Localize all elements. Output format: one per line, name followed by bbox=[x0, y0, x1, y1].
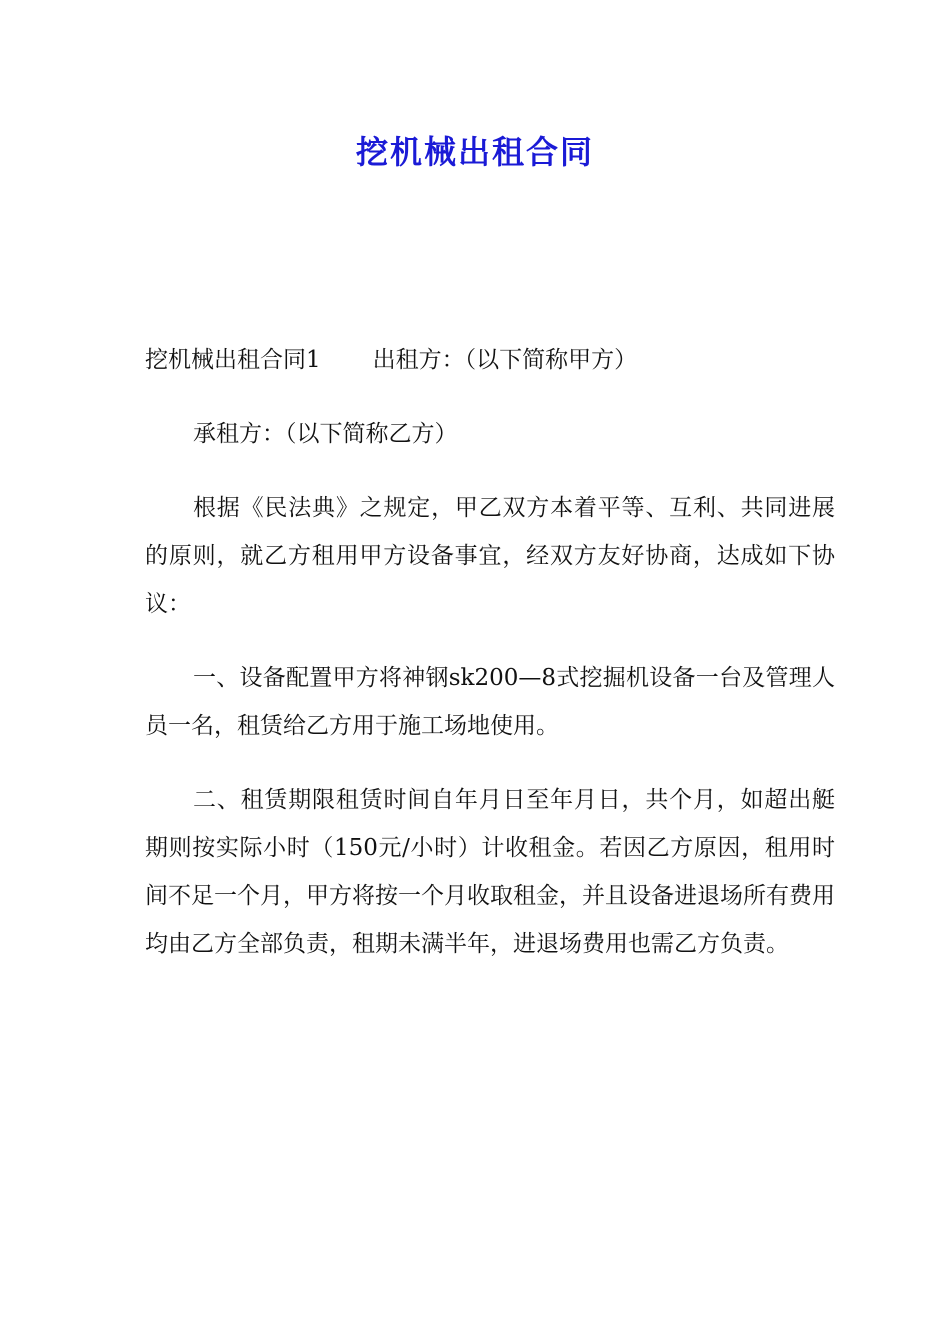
clause-equipment-paragraph: 一、设备配置甲方将神钢sk200—8式挖掘机设备一台及管理人员一名，租赁给乙方用于施工场地使用。 bbox=[145, 665, 835, 739]
clause-term-paragraph: 二、租赁期限租赁时间自年月日至年月日，共个月，如超出艇期则按实际小时（150元/小时）计收租金。若因乙方原因，租用时间不足一个月，甲方将按一个月收取租金，并且设备进退场所有费用均由乙方全部负责，租期未满半年，进退场费用也需乙方负责。 bbox=[145, 787, 835, 957]
document-title: 挖机械出租合同 bbox=[355, 133, 594, 171]
document-body bbox=[145, 336, 835, 994]
preamble-paragraph: 根据《民法典》之规定，甲乙双方本着平等、互利、共同进展的原则，就乙方租用甲方设备事宜，经双方友好协商，达成如下协议： bbox=[145, 495, 835, 617]
contract-number-label: 挖机械出租合同1 bbox=[145, 347, 321, 373]
lessee-paragraph: 承租方：（以下简称乙方） bbox=[193, 421, 458, 447]
lessor-label: 出租方：（以下简称甲方） bbox=[372, 347, 638, 373]
contract-heading-line bbox=[145, 336, 835, 384]
